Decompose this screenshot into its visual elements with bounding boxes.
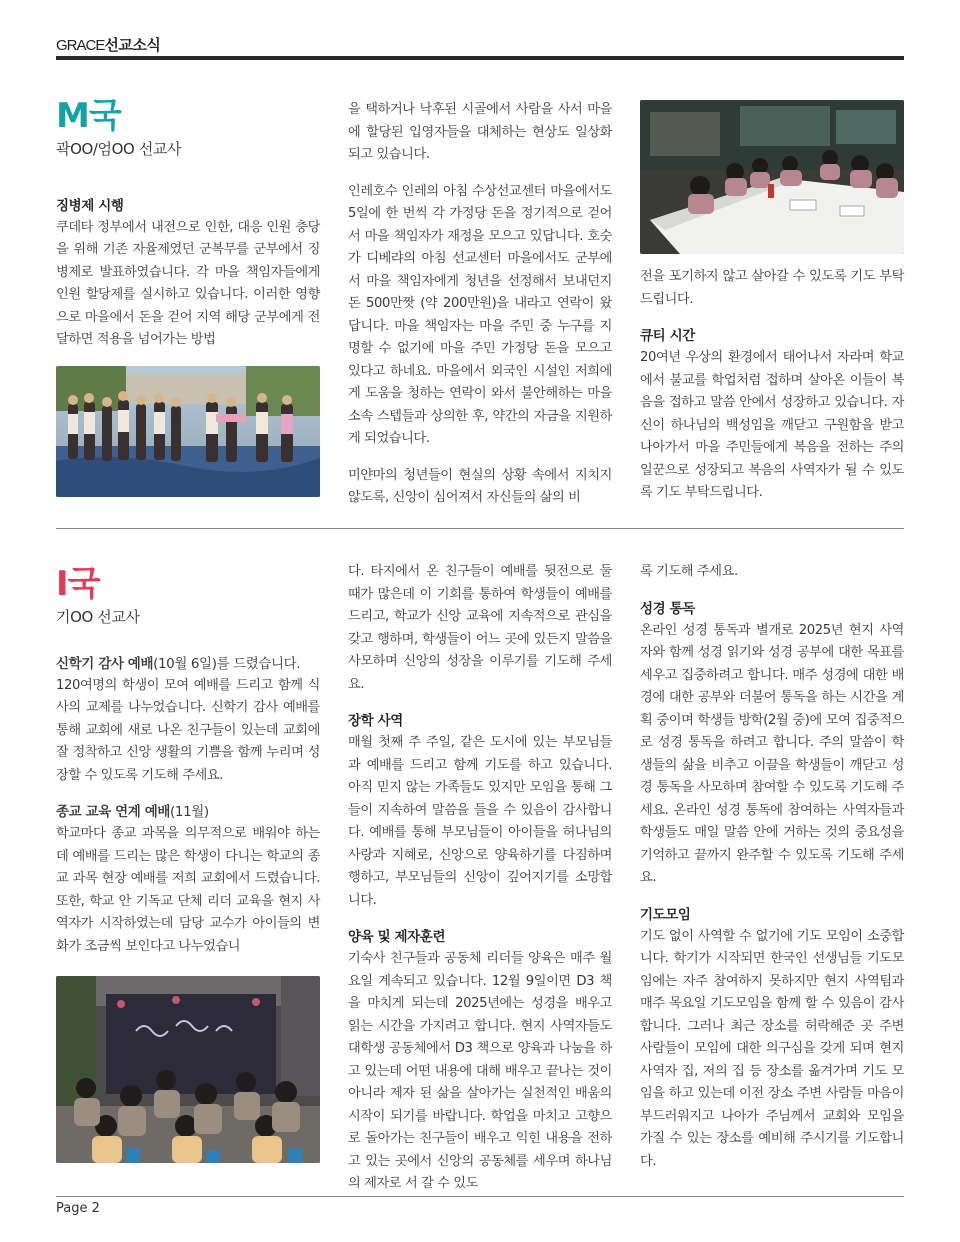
brand-name: GRACE — [56, 37, 105, 54]
paragraph: 록 기도해 주세요. — [640, 564, 738, 579]
section-heading: 징병제 시행 — [56, 197, 124, 214]
paragraph: 온라인 성경 통독과 별개로 2025년 현지 사역자와 함께 성경 읽기와 성경 공부에 대한 목표를 세우고 집중하려고 합니다. 매주 성경에 대한 배경에 대한 공부와 더불어 통독을 하는 시간을 계획 중이며 학생들 방학(2월 중)에 모여 집중적으로 성경 통독을 하려고 합니다. 주의 말씀이 학생들의 삶을 비추고 이끌을 학생들이 깨닫고 성경 통독을 사모하며 참여할 수 있도록 기도해 주세요. 온라인 성경 통독에 참여하는 사역자들과 학생들도 매일 말씀 안에 거하는 것의 중요성을 기억하고 끝까지 완주할 수 있도록 기도해 주세요. — [640, 622, 904, 885]
paragraph: 다. 타지에서 온 친구들이 예배를 뒷전으로 둘 때가 많은데 이 기회를 통하여 학생들이 예배를 드리고, 학교가 신앙 교육에 지속적으로 관심을 갖고 행하며, 학생들이 어느 곳에 있든지 말씀을 사모하며 신앙의 성장을 이루기를 기도해 주세요. — [348, 564, 612, 692]
section1-col3 — [640, 266, 904, 519]
paragraph: 을 택하거나 낙후된 시골에서 사람을 사서 마을에 할당된 입영자들을 대체하는 현상도 일상화되고 있습니다. — [348, 102, 612, 162]
subheading-bold: 신학기 감사 예배 — [56, 655, 154, 672]
paragraph: 학교마다 종교 과목을 의무적으로 배워야 하는데 예배를 드리는 많은 학생이 다니는 학교의 종교 과목 현장 예배를 저희 교회에서 드렸습니다. 또한, 학교 안 기독교 단체 리더 교육을 현지 사역자가 시작하였는데 담당 교수가 아이들의 변화가 조금씩 보인다고 나누었습니 — [56, 826, 320, 954]
footer-rule — [56, 1196, 904, 1197]
paragraph: 기도 없이 사역할 수 없기에 기도 모임이 소중합니다. 학기가 시작되면 한국인 선생님들 기도모임에는 자주 참여하지 못하지만 현지 사역팀과 매주 목요일 기도모임을 함께 할 수 있음이 감사합니다. 그러나 최근 장소를 허락해준 곳 주변 사람들이 모임에 대한 의구심을 갖게 되며 현지 사역자 집, 저의 집 등 장소를 옮겨가며 기도 모임을 하고 있는데 이전 장소 주변 사람들 마음이 부드러워지고 나아가 주님께서 교회와 모임을 가질 수 있는 장소를 예비해 주시기를 기도합니다. — [640, 928, 904, 1169]
section-heading: 양육 및 제자훈련 — [348, 929, 446, 945]
paragraph: 120여명의 학생이 모여 예배를 드리고 함께 식사의 교제를 나누었습니다. 신학기 감사 예배를 통해 교회에 새로 나온 친구들이 있는데 교회에 잘 정착하고 신앙 생활의 기쁨을 함께 누리며 성장할 수 있도록 기도해 주세요. — [56, 677, 320, 783]
paragraph: 쿠데타 정부에서 내전으로 인한, 대응 인원 충당을 위해 기존 자율제였던 군복무를 군부에서 징병제로 발표하였습니다. 각 마을 책임자들에게 인원 할당제를 실시하고 있습니다. 이러한 영향으로 마을에서 돈을 걷어 지역 해당 군부에게 전달하면 적용을 넘어가는 방법 — [56, 219, 320, 347]
paragraph: 기숙사 친구들과 공동체 리더들 양육은 매주 월요일 계속되고 있습니다. 12월 9일이면 D3 책을 마치게 되는데 2025년에는 성경을 배우고 읽는 시간을 가지려고 합니다. 현지 사역자들도 대학생 공동체에서 D3 책으로 양육과 나눔을 하고 있는데 어떤 내용에 대해 배우고 끝나는 것이 아니라 제자 된 삶을 살아가는 실천적인 배움의 시작이 되기를 바랍니다. 학업을 마치고 고향으로 돌아가는 친구들이 배우고 익힌 내용을 전하고 있는 곳에서 신앙의 공동체를 세우며 하나님의 제자로 서 갈 수 있도 — [348, 951, 612, 1191]
missionary-name: 곽OO/엄OO 선교사 — [56, 140, 182, 158]
section2-col2 — [348, 561, 612, 1210]
section-heading: 큐티 시간 — [640, 328, 695, 344]
section-divider — [56, 528, 904, 529]
newsletter-header — [56, 34, 160, 55]
country-title: M국 — [56, 96, 121, 136]
subheading-bold: 종교 교육 연계 예배 — [56, 804, 171, 820]
photo-group-outdoors — [56, 366, 320, 497]
section-heading: 성경 통독 — [640, 600, 695, 617]
page-number: Page 2 — [56, 1201, 100, 1216]
section-heading: 장학 사역 — [348, 713, 403, 729]
top-rule — [56, 56, 904, 60]
subheading — [56, 801, 320, 823]
paragraph: 20여년 우상의 환경에서 태어나서 자라며 학교에서 불교를 학업처럼 접하며 살아온 이들이 복음을 접하고 말씀 안에서 성장하고 있습니다. 자신이 하나님의 백성임을 깨닫고 구원함을 받고 나아가서 마을 주민들에게 복음을 전하는 주의 일꾼으로 성장되고 복음의 사역자가 될 수 있도록 기도 부탁드립니다. — [640, 350, 904, 500]
subheading-rest: (11월) — [170, 804, 209, 820]
paragraph: 미얀마의 청년들이 현실의 상황 속에서 지치지 않도록, 신앙이 심어져서 자신들의 삶의 비 — [348, 467, 612, 505]
photo-students-studying — [640, 100, 904, 254]
header-title: 선교소식 — [104, 36, 161, 54]
section2-col3 — [640, 561, 904, 1187]
subheading — [56, 653, 320, 675]
section1-col1 — [56, 98, 320, 366]
section2-col1 — [56, 566, 320, 972]
section1-col2 — [348, 99, 612, 524]
paragraph: 전을 포기하지 않고 살아갈 수 있도록 기도 부탁드립니다. — [640, 269, 904, 307]
subheading-rest: (10월 6일)를 드렸습니다. — [153, 655, 301, 672]
paragraph: 인레호수 인레의 아침 수상선교센터 마을에서도 5일에 한 번씩 각 가정당 돈을 정기적으로 걷어서 마을 책임자가 재정을 모으고 있답니다. 호숫가 디베랴의 아침 선교센터 마을에서도 군부에서 마을 책임자에게 청년을 선정해서 보내던지 돈 500만짯 (약 200만원)을 내라고 연락이 왔답니다. 마을 책임자는 마을 주민 중 누구를 지명할 수 없기에 마을 주민 가정당 돈을 모으고 있다고 하네요. 마을에서 외국인 시설인 저희에게 도움을 청하는 연락이 와서 불안해하는 마을소속 스텝들과 상의한 후, 약간의 자금을 지원하게 되었습니다. — [348, 183, 612, 446]
paragraph: 매월 첫째 주 주일, 같은 도시에 있는 부모님들과 예배를 드리고 함께 기도를 하고 있습니다. 아직 믿지 않는 가족들도 있지만 모임을 통해 그들이 지속하여 말씀을 들을 수 있음이 감사합니다. 예배를 통해 부모님들이 아이들을 허나님의 사랑과 지혜로, 신앙으로 양육하기를 다짐하며 행하고, 부모님들의 신앙이 깊어지기를 소망합니다. — [348, 735, 612, 908]
country-title: I국 — [56, 564, 100, 604]
photo-gathering — [56, 976, 320, 1163]
section-heading: 기도모임 — [640, 906, 691, 923]
missionary-name: 기OO 선교사 — [56, 608, 140, 626]
